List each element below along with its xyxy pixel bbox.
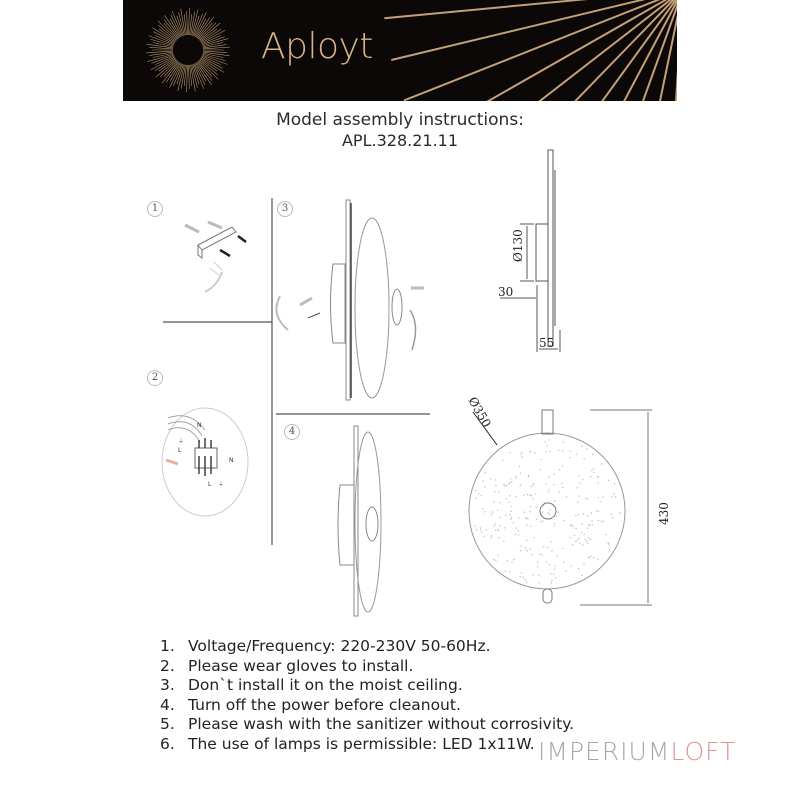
step2-wiring-drawing xyxy=(162,408,248,516)
dimension-base-diameter: Ø130 xyxy=(511,229,525,262)
step4-assembled-drawing xyxy=(338,426,381,616)
svg-text:⏚: ⏚ xyxy=(218,481,225,488)
instruction-item: 4. Turn off the power before cleanout. xyxy=(160,695,461,714)
svg-text:⏚: ⏚ xyxy=(178,438,185,445)
step-number-3: 3 xyxy=(277,201,293,217)
safety-instructions-list xyxy=(160,637,574,755)
dimension-diameter: Ø350 xyxy=(465,394,494,430)
svg-text:L: L xyxy=(178,447,182,454)
front-dimension-drawing xyxy=(469,410,652,605)
dimension-depth: 55 xyxy=(539,336,555,350)
svg-text:N: N xyxy=(229,457,234,464)
model-number: APL.328.21.11 xyxy=(341,131,459,150)
instruction-item: 5. Please wash with the sanitizer without corrosivity. xyxy=(160,715,575,734)
instruction-item: 6. The use of lamps is permissible: LED 1x11W. xyxy=(160,734,535,753)
side-dimension-drawing xyxy=(500,150,560,352)
step-number-2: 2 xyxy=(147,370,163,386)
step3-exploded-drawing xyxy=(276,200,424,400)
svg-text:N: N xyxy=(197,422,202,429)
document-title: Model assembly instructions: xyxy=(276,110,524,130)
instruction-item: 1. Voltage/Frequency: 220-230V 50-60Hz. xyxy=(160,637,491,655)
step-number-4: 4 xyxy=(284,424,300,440)
watermark: IMPERIUMLOFT xyxy=(538,737,737,766)
step-number-1: 1 xyxy=(147,201,163,217)
dimension-height: 430 xyxy=(657,502,671,525)
svg-text:L: L xyxy=(208,481,212,488)
brand-name: Aployt xyxy=(261,26,373,67)
instruction-item: 3. Don`t install it on the moist ceiling. xyxy=(160,676,463,695)
dimension-offset: 30 xyxy=(498,285,514,299)
instruction-item: 2. Please wear gloves to install. xyxy=(160,656,414,675)
step1-bracket-drawing xyxy=(185,222,246,292)
